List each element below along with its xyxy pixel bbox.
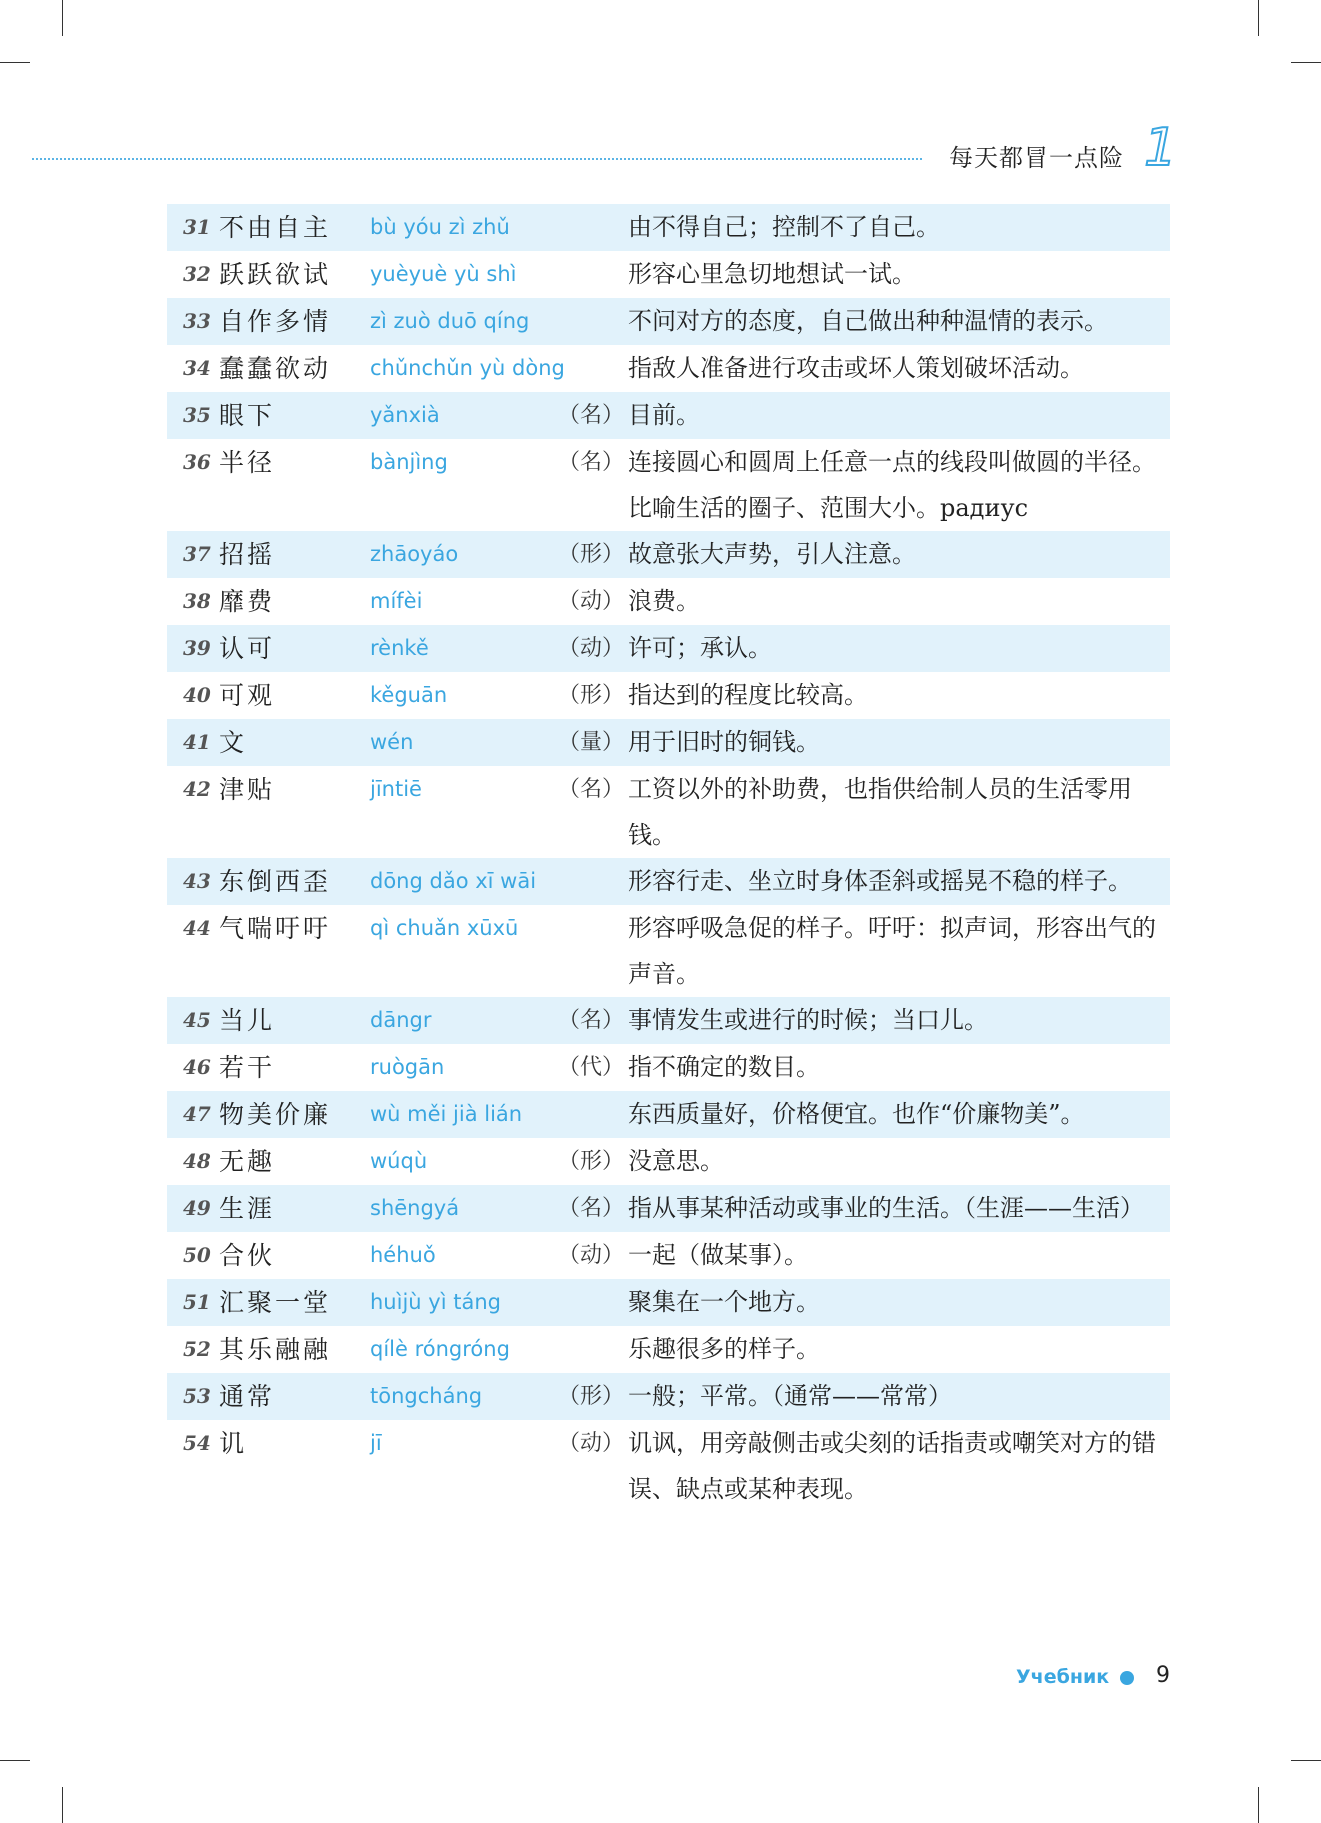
crop-mark (0, 62, 30, 63)
entry-word: 若干 (219, 1053, 276, 1082)
entry-definition: 形容行走、坐立时身体歪斜或摇晃不稳的样子。 (628, 867, 1132, 895)
entry-part-of-speech (558, 1279, 628, 1326)
entry-word: 文 (219, 728, 248, 757)
entry-word: 靡费 (219, 587, 276, 616)
lesson-number: 1 (1144, 118, 1178, 178)
entry-part-of-speech (558, 1091, 628, 1138)
entry-pinyin: wén (370, 730, 414, 754)
vocab-row (167, 251, 1170, 298)
entry-part-of-speech (558, 858, 628, 905)
entry-definition: 许可；承认。 (628, 634, 772, 662)
entry-word: 蠢蠢欲动 (219, 354, 332, 383)
entry-number: 43 (183, 869, 211, 893)
entry-number: 31 (183, 215, 211, 239)
entry-number: 38 (183, 589, 211, 613)
entry-word: 生涯 (219, 1194, 276, 1223)
entry-word: 招摇 (219, 540, 276, 569)
entry-definition: 指敌人准备进行攻击或坏人策划破坏活动。 (628, 354, 1084, 382)
entry-definition: 不问对方的态度，自己做出种种温情的表示。 (628, 307, 1108, 335)
entry-word: 自作多情 (219, 307, 332, 336)
entry-part-of-speech: （形） (558, 1384, 625, 1409)
crop-mark (1291, 1760, 1321, 1761)
entry-pinyin: qílè róngróng (370, 1337, 510, 1361)
entry-definition: 一般；平常。（通常——常常） (628, 1382, 952, 1410)
entry-pinyin: dōng dǎo xī wāi (370, 869, 537, 893)
entry-part-of-speech: （动） (558, 1431, 625, 1456)
entry-number: 35 (183, 403, 211, 427)
vocab-row (167, 672, 1170, 719)
entry-number: 44 (183, 916, 211, 940)
entry-number: 50 (183, 1243, 211, 1267)
book-label: Учебник (1016, 1666, 1110, 1688)
entry-pinyin: jīntiē (370, 777, 422, 801)
entry-part-of-speech: （形） (558, 542, 625, 567)
entry-word: 眼下 (219, 401, 276, 430)
entry-definition: 连接圆心和圆周上任意一点的线段叫做圆的半径。比喻生活的圈子、范围大小。радиус (628, 448, 1156, 522)
entry-number: 52 (183, 1337, 211, 1361)
entry-pinyin: shēngyá (370, 1196, 460, 1220)
header-dotted-rule (32, 158, 922, 160)
entry-definition: 讥讽，用旁敲侧击或尖刻的话指责或嘲笑对方的错误、缺点或某种表现。 (628, 1429, 1156, 1503)
entry-word: 汇聚一堂 (219, 1288, 332, 1317)
entry-pinyin: dāngr (370, 1008, 432, 1032)
entry-word: 跃跃欲试 (219, 260, 332, 289)
entry-pinyin: qì chuǎn xūxū (370, 916, 519, 940)
crop-mark (1291, 62, 1321, 63)
entry-word: 无趣 (219, 1147, 276, 1176)
vocab-row (167, 1044, 1170, 1091)
entry-definition: 指从事某种活动或事业的生活。（生涯——生活） (628, 1194, 1144, 1222)
entry-definition: 故意张大声势，引人注意。 (628, 540, 916, 568)
vocab-row (167, 1279, 1170, 1326)
entry-number: 41 (183, 730, 211, 754)
lesson-title: 每天都冒一点险 (949, 144, 1124, 172)
entry-number: 37 (183, 542, 211, 566)
vocab-row (167, 1185, 1170, 1232)
entry-word: 其乐融融 (219, 1335, 332, 1364)
entry-part-of-speech (558, 1326, 628, 1373)
vocabulary-list (167, 204, 1170, 1512)
entry-number: 34 (183, 356, 211, 380)
entry-number: 47 (183, 1102, 211, 1126)
entry-word: 不由自主 (219, 213, 332, 242)
entry-number: 49 (183, 1196, 211, 1220)
entry-pinyin: zhāoyáo (370, 542, 459, 566)
entry-pinyin: wúqù (370, 1149, 428, 1173)
page-header (32, 118, 1178, 180)
vocab-row (167, 1091, 1170, 1138)
entry-part-of-speech (558, 204, 628, 251)
entry-word: 通常 (219, 1382, 276, 1411)
entry-pinyin: bù yóu zì zhǔ (370, 215, 510, 239)
entry-definition: 乐趣很多的样子。 (628, 1335, 820, 1363)
vocab-row (167, 719, 1170, 766)
page-number: 9 (1156, 1663, 1170, 1688)
entry-word: 东倒西歪 (219, 867, 332, 896)
entry-definition: 用于旧时的铜钱。 (628, 728, 820, 756)
entry-part-of-speech: （代） (558, 1055, 625, 1080)
vocab-row (167, 1138, 1170, 1185)
vocab-row (167, 858, 1170, 905)
entry-number: 32 (183, 262, 211, 286)
vocab-row (167, 392, 1170, 439)
entry-part-of-speech (558, 298, 628, 345)
entry-pinyin: jī (370, 1431, 382, 1455)
vocab-row (167, 439, 1170, 531)
entry-pinyin: kěguān (370, 683, 448, 707)
entry-definition: 一起（做某事）。 (628, 1241, 808, 1269)
entry-number: 46 (183, 1055, 211, 1079)
entry-part-of-speech: （动） (558, 1243, 625, 1268)
entry-number: 39 (183, 636, 211, 660)
entry-definition: 由不得自己；控制不了自己。 (628, 213, 940, 241)
entry-pinyin: yuèyuè yù shì (370, 262, 517, 286)
vocab-row (167, 1326, 1170, 1373)
entry-number: 36 (183, 450, 211, 474)
vocab-row (167, 204, 1170, 251)
entry-definition: 形容呼吸急促的样子。吁吁：拟声词，形容出气的声音。 (628, 914, 1156, 988)
crop-mark (62, 1787, 63, 1823)
entry-definition: 指不确定的数目。 (628, 1053, 820, 1081)
entry-pinyin: héhuǒ (370, 1243, 436, 1267)
bullet-dot-icon (1120, 1671, 1134, 1685)
entry-word: 津贴 (219, 775, 276, 804)
vocab-row (167, 997, 1170, 1044)
vocab-row (167, 298, 1170, 345)
vocab-row (167, 578, 1170, 625)
crop-mark (1258, 1787, 1259, 1823)
entry-number: 54 (183, 1431, 211, 1455)
entry-definition: 浪费。 (628, 587, 700, 615)
entry-part-of-speech (558, 251, 628, 298)
entry-number: 48 (183, 1149, 211, 1173)
entry-word: 气喘吁吁 (219, 914, 332, 943)
entry-pinyin: ruògān (370, 1055, 445, 1079)
entry-word: 合伙 (219, 1241, 276, 1270)
page-footer (1010, 1660, 1180, 1696)
entry-definition: 事情发生或进行的时候；当口儿。 (628, 1006, 988, 1034)
entry-part-of-speech (558, 905, 628, 997)
entry-definition: 聚集在一个地方。 (628, 1288, 820, 1316)
entry-pinyin: tōngcháng (370, 1384, 483, 1408)
entry-pinyin: huìjù yì táng (370, 1290, 501, 1314)
entry-number: 45 (183, 1008, 211, 1032)
entry-part-of-speech: （动） (558, 636, 625, 661)
vocab-row (167, 531, 1170, 578)
entry-definition: 目前。 (628, 401, 700, 429)
entry-pinyin: rènkě (370, 636, 429, 660)
crop-mark (1258, 0, 1259, 36)
entry-part-of-speech: （动） (558, 589, 625, 614)
entry-part-of-speech (558, 345, 628, 392)
vocab-row (167, 905, 1170, 997)
entry-part-of-speech: （量） (558, 730, 625, 755)
entry-word: 当儿 (219, 1006, 276, 1035)
entry-pinyin: chǔnchǔn yù dòng (370, 356, 565, 380)
entry-word: 物美价廉 (219, 1100, 332, 1129)
entry-definition: 没意思。 (628, 1147, 724, 1175)
entry-pinyin: yǎnxià (370, 403, 440, 427)
vocab-row (167, 1420, 1170, 1512)
entry-word: 半径 (219, 448, 276, 477)
entry-number: 40 (183, 683, 211, 707)
entry-number: 42 (183, 777, 211, 801)
crop-mark (62, 0, 63, 36)
entry-definition: 东西质量好，价格便宜。也作“价廉物美”。 (628, 1100, 1085, 1128)
entry-number: 53 (183, 1384, 211, 1408)
entry-word: 认可 (219, 634, 276, 663)
vocab-row (167, 625, 1170, 672)
entry-part-of-speech: （名） (558, 1196, 625, 1221)
entry-part-of-speech: （形） (558, 683, 625, 708)
entry-part-of-speech: （名） (558, 777, 625, 802)
entry-pinyin: zì zuò duō qíng (370, 309, 530, 333)
entry-definition: 工资以外的补助费，也指供给制人员的生活零用钱。 (628, 775, 1132, 849)
entry-pinyin: mífèi (370, 589, 423, 613)
entry-number: 51 (183, 1290, 211, 1314)
entry-word: 讥 (219, 1429, 248, 1458)
entry-part-of-speech: （形） (558, 1149, 625, 1174)
entry-word: 可观 (219, 681, 276, 710)
entry-pinyin: wù měi jià lián (370, 1102, 523, 1126)
vocab-row (167, 1373, 1170, 1420)
vocab-row (167, 766, 1170, 858)
entry-definition: 形容心里急切地想试一试。 (628, 260, 916, 288)
entry-part-of-speech: （名） (558, 450, 625, 475)
vocab-row (167, 345, 1170, 392)
entry-pinyin: bànjìng (370, 450, 448, 474)
entry-part-of-speech: （名） (558, 403, 625, 428)
crop-mark (0, 1760, 30, 1761)
entry-definition: 指达到的程度比较高。 (628, 681, 868, 709)
entry-part-of-speech: （名） (558, 1008, 625, 1033)
vocab-row (167, 1232, 1170, 1279)
entry-number: 33 (183, 309, 211, 333)
